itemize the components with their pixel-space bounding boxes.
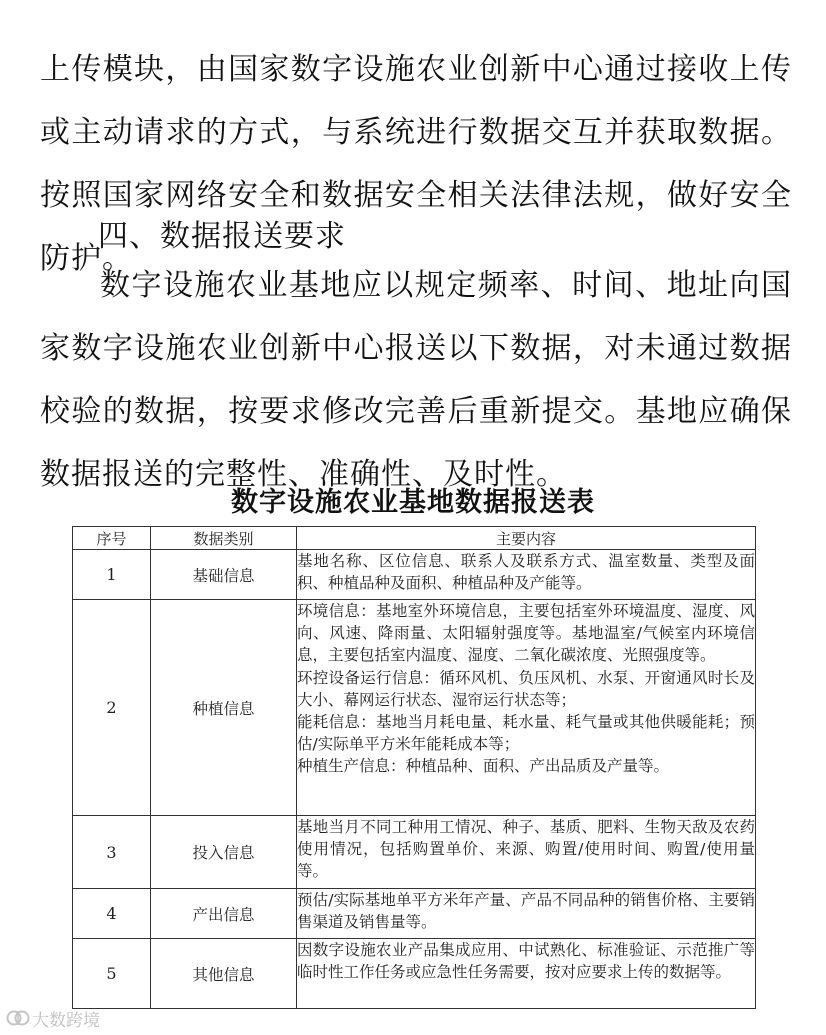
watermark <box>6 1006 100 1030</box>
row-number: 2 <box>73 600 151 816</box>
table-row <box>73 939 756 1009</box>
row-content <box>297 889 756 939</box>
content-line: 因数字设施农业产品集成应用、中试熟化、标准验证、示范推广等临时性工作任务或应急性任务需要，按对应要求上传的数据等。 <box>297 941 755 982</box>
table-row <box>73 889 756 939</box>
table-row <box>73 816 756 889</box>
row-content <box>297 816 756 889</box>
row-number: 1 <box>73 550 151 600</box>
table-row <box>73 550 756 600</box>
watermark-text: 大数跨境 <box>32 1010 100 1031</box>
row-category: 其他信息 <box>151 939 297 1009</box>
row-category: 种植信息 <box>151 600 297 816</box>
paragraph-upload-module: 上传模块，由国家数字设施农业创新中心通过接收上传或主动请求的方式，与系统进行数据交互并获取数据。按照国家网络安全和数据安全相关法律法规，做好安全防护。 <box>40 52 792 276</box>
row-number: 4 <box>73 889 151 939</box>
content-line-environment: 环境信息：基地室外环境信息，主要包括室外环境温度、湿度、风向、风速、降雨量、太阳辐射强度等。基地温室/气候室内环境信息，主要包括室内温度、湿度、二氧化碳浓度、光照强度等。 <box>297 602 755 665</box>
content-line-production: 种植生产信息：种植品种、面积、产出品质及产量等。 <box>297 757 670 776</box>
row-number: 5 <box>73 939 151 1009</box>
table-title: 数字设施农业基地数据报送表 <box>231 487 595 518</box>
content-line-energy: 能耗信息：基地当月耗电量、耗水量、耗气量或其他供暖能耗；预估/实际单平方米年能耗成本等； <box>297 713 755 754</box>
row-content <box>297 939 756 1009</box>
dashujk-logo-icon <box>6 1007 30 1029</box>
row-content <box>297 550 756 600</box>
row-number: 3 <box>73 816 151 889</box>
table-row <box>73 600 756 816</box>
row-content <box>297 600 756 816</box>
section-heading-data-reporting: 四、数据报送要求 <box>98 219 346 254</box>
header-data-category: 数据类别 <box>151 527 297 550</box>
data-report-table <box>72 526 756 1009</box>
content-line-equipment: 环控设备运行信息：循环风机、负压风机、水泵、开窗通风时长及大小、幕网运行状态、湿帘运行状态等； <box>297 668 755 709</box>
row-category: 基础信息 <box>151 550 297 600</box>
header-main-content: 主要内容 <box>297 527 756 550</box>
header-serial-number: 序号 <box>73 527 151 550</box>
table-header-row <box>73 527 756 550</box>
content-line: 预估/实际基地单平方米年产量、产品不同品种的销售价格、主要销售渠道及销售量等。 <box>297 891 755 932</box>
row-category: 投入信息 <box>151 816 297 889</box>
content-line: 基地当月不同工种用工情况、种子、基质、肥料、生物天敌及农药使用情况，包括购置单价、来源、购置/使用时间、购置/使用量等。 <box>297 818 755 881</box>
paragraph-reporting-requirements: 数字设施农业基地应以规定频率、时间、地址向国家数字设施农业创新中心报送以下数据，对未通过数据校验的数据，按要求修改完善后重新提交。基地应确保数据报送的完整性、准确性、及时性。 <box>40 268 792 492</box>
content-line: 基地名称、区位信息、联系人及联系方式、温室数量、类型及面积、种植品种及面积、种植品种及产能等。 <box>297 552 755 593</box>
row-category: 产出信息 <box>151 889 297 939</box>
